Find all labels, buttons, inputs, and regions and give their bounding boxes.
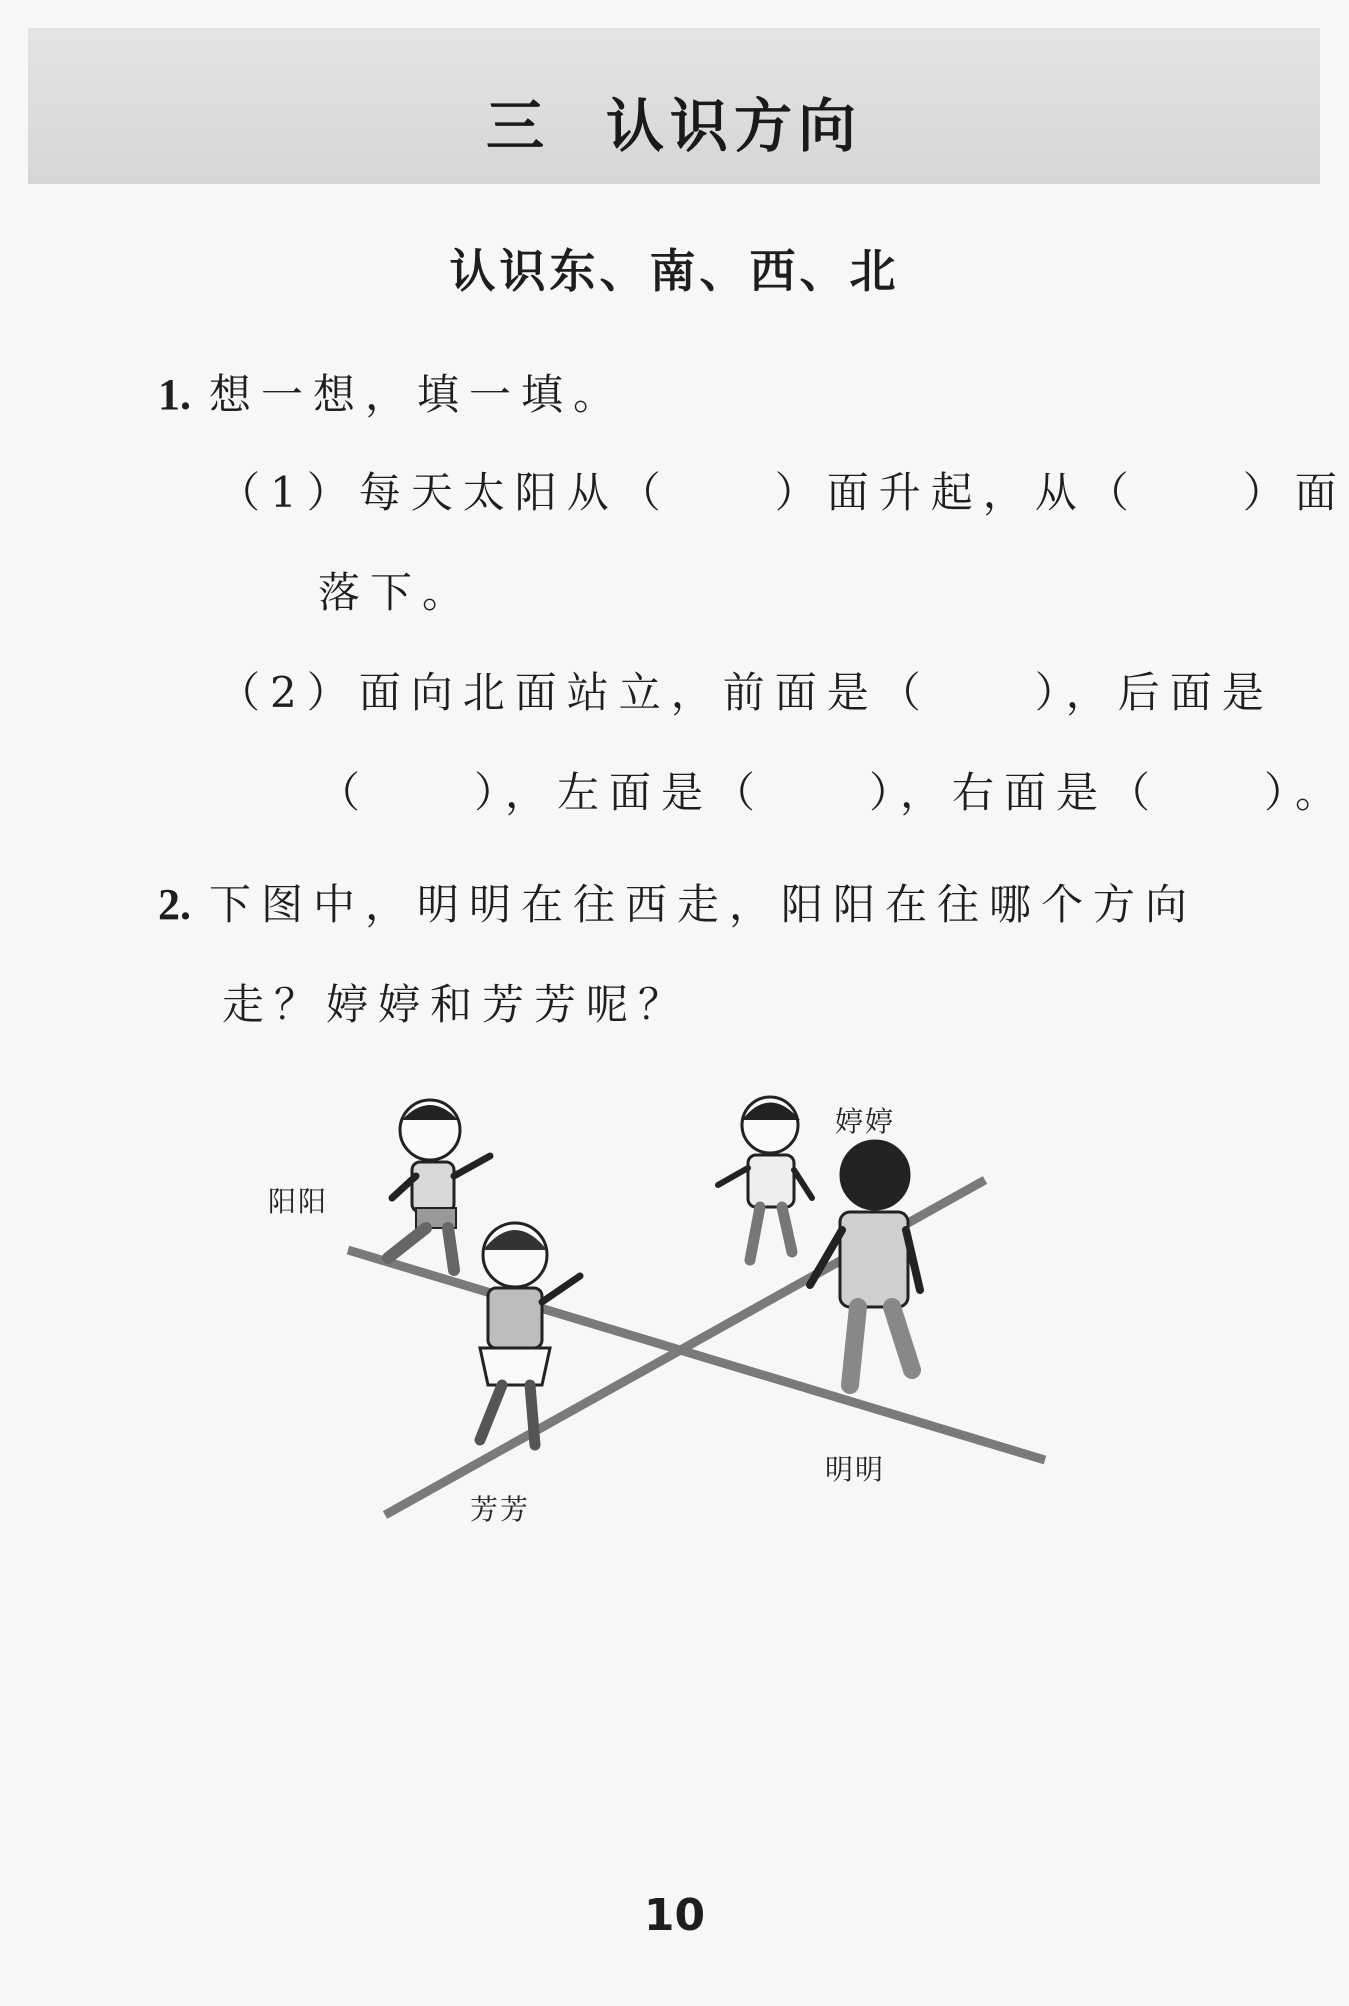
- question-1-number: 1.: [158, 370, 191, 419]
- question-2-number: 2.: [158, 880, 191, 929]
- yangyang-figure: [388, 1100, 490, 1270]
- question-2-text-line-1: 下图中，明明在往西走，阳阳在往哪个方向: [209, 880, 1198, 929]
- tingting-figure: [718, 1097, 812, 1260]
- question-1-part-1-line-1: （1）每天太阳从（ ）面升起，从（ ）面: [218, 468, 1347, 517]
- question-1-part-2-line-1: （2）面向北面站立，前面是（ ），后面是: [218, 668, 1274, 717]
- chapter-title-text: 认识方向: [606, 92, 863, 160]
- label-tingting: 婷婷: [835, 1105, 896, 1138]
- label-fangfang: 芳芳: [470, 1493, 531, 1526]
- label-yangyang: 阳阳: [268, 1185, 329, 1218]
- crossroads-drawing: [330, 1080, 1070, 1550]
- chapter-number: 三: [485, 92, 550, 160]
- question-2-line-1: [158, 872, 1197, 932]
- road-east-west: [348, 1250, 1045, 1460]
- label-mingming: 明明: [825, 1453, 886, 1486]
- chapter-banner: [28, 28, 1320, 184]
- question-1-prompt: [158, 362, 625, 422]
- chapter-title: [486, 79, 862, 163]
- section-title: 认识东、南、西、北: [449, 244, 900, 298]
- page-number: 10: [643, 1890, 706, 1941]
- question-2-line-2: 走？婷婷和芳芳呢？: [222, 980, 691, 1029]
- question-1-text: 想一想，填一填。: [209, 370, 626, 419]
- question-1-part-2-line-2: （ ），左面是（ ），右面是（ ）。: [318, 768, 1348, 817]
- mingming-figure: [810, 1141, 920, 1385]
- question-1-part-1-line-2: 落下。: [318, 568, 475, 617]
- crossroads-illustration: [268, 1080, 1070, 1550]
